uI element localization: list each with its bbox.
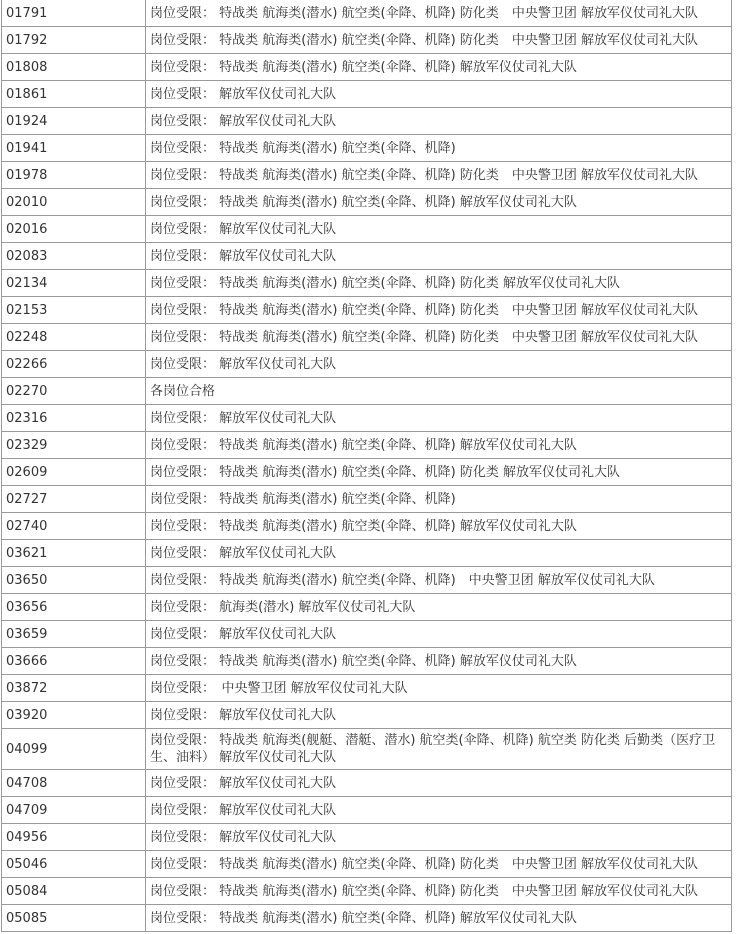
table-row [2, 459, 732, 486]
applicant-code-cell: 04956 [2, 824, 146, 851]
table-row [2, 189, 732, 216]
applicant-code-cell: 05085 [2, 905, 146, 932]
restriction-cell: 岗位受限： 解放军仪仗司礼大队 [146, 351, 732, 378]
restriction-cell: 岗位受限： 特战类 航海类(潜水) 航空类(伞降、机降) 解放军仪仗司礼大队 [146, 648, 732, 675]
restriction-cell: 岗位受限： 特战类 航海类(潜水) 航空类(伞降、机降) 防化类 中央警卫团 解放军仪仗司礼大队 [146, 0, 732, 27]
applicant-code-cell: 01861 [2, 81, 146, 108]
applicant-code-cell: 02270 [2, 378, 146, 405]
table-row [2, 702, 732, 729]
table-row [2, 405, 732, 432]
table-row [2, 108, 732, 135]
restriction-cell: 岗位受限： 特战类 航海类(潜水) 航空类(伞降、机降) [146, 486, 732, 513]
applicant-code-cell: 02010 [2, 189, 146, 216]
table-row [2, 0, 732, 27]
applicant-code-cell: 01808 [2, 54, 146, 81]
restriction-cell: 岗位受限： 特战类 航海类(潜水) 航空类(伞降、机降) 防化类 中央警卫团 解放军仪仗司礼大队 [146, 878, 732, 905]
restriction-cell: 岗位受限： 解放军仪仗司礼大队 [146, 108, 732, 135]
restriction-cell: 岗位受限： 特战类 航海类(潜水) 航空类(伞降、机降) 解放军仪仗司礼大队 [146, 905, 732, 932]
restriction-cell: 岗位受限： 解放军仪仗司礼大队 [146, 824, 732, 851]
applicant-code-cell: 01792 [2, 27, 146, 54]
restriction-cell: 岗位受限： 解放军仪仗司礼大队 [146, 405, 732, 432]
applicant-code-cell: 04099 [2, 729, 146, 770]
restriction-cell: 岗位受限： 特战类 航海类(潜水) 航空类(伞降、机降) 防化类 中央警卫团 解放军仪仗司礼大队 [146, 324, 732, 351]
table-row [2, 243, 732, 270]
table-row [2, 351, 732, 378]
applicant-code-cell: 02740 [2, 513, 146, 540]
table-row [2, 905, 732, 932]
table-row [2, 540, 732, 567]
restriction-cell: 岗位受限： 航海类(潜水) 解放军仪仗司礼大队 [146, 594, 732, 621]
restriction-cell: 岗位受限： 解放军仪仗司礼大队 [146, 81, 732, 108]
table-row [2, 797, 732, 824]
applicant-code-cell: 03656 [2, 594, 146, 621]
restrictions-table-body [2, 0, 732, 932]
applicant-code-cell: 02248 [2, 324, 146, 351]
table-row [2, 851, 732, 878]
applicant-code-cell: 04708 [2, 770, 146, 797]
restriction-cell: 岗位受限： 特战类 航海类(潜水) 航空类(伞降、机降) 防化类 中央警卫团 解放军仪仗司礼大队 [146, 297, 732, 324]
restriction-cell: 岗位受限： 特战类 航海类(潜水) 航空类(伞降、机降) 中央警卫团 解放军仪仗司礼大队 [146, 567, 732, 594]
applicant-code-cell: 03666 [2, 648, 146, 675]
restriction-cell: 岗位受限： 特战类 航海类(潜水) 航空类(伞降、机降) 解放军仪仗司礼大队 [146, 189, 732, 216]
applicant-code-cell: 02316 [2, 405, 146, 432]
table-row [2, 432, 732, 459]
table-row [2, 648, 732, 675]
restriction-cell: 岗位受限： 特战类 航海类(潜水) 航空类(伞降、机降) 防化类 中央警卫团 解放军仪仗司礼大队 [146, 851, 732, 878]
applicant-code-cell: 02134 [2, 270, 146, 297]
table-row [2, 81, 732, 108]
table-row [2, 675, 732, 702]
restriction-cell: 各岗位合格 [146, 378, 732, 405]
table-row [2, 54, 732, 81]
applicant-code-cell: 02016 [2, 216, 146, 243]
table-row [2, 135, 732, 162]
applicant-code-cell: 02329 [2, 432, 146, 459]
restriction-cell: 岗位受限： 解放军仪仗司礼大队 [146, 621, 732, 648]
restriction-cell: 岗位受限： 解放军仪仗司礼大队 [146, 540, 732, 567]
restrictions-table [1, 0, 732, 932]
restriction-cell: 岗位受限： 解放军仪仗司礼大队 [146, 243, 732, 270]
table-row [2, 216, 732, 243]
table-row [2, 162, 732, 189]
applicant-code-cell: 01978 [2, 162, 146, 189]
applicant-code-cell: 02266 [2, 351, 146, 378]
restriction-cell: 岗位受限： 特战类 航海类(潜水) 航空类(伞降、机降) 解放军仪仗司礼大队 [146, 54, 732, 81]
table-row [2, 729, 732, 770]
restriction-cell: 岗位受限： 中央警卫团 解放军仪仗司礼大队 [146, 675, 732, 702]
table-row [2, 27, 732, 54]
table-row [2, 324, 732, 351]
table-row [2, 378, 732, 405]
table-row [2, 486, 732, 513]
table-row [2, 621, 732, 648]
applicant-code-cell: 02727 [2, 486, 146, 513]
restriction-cell: 岗位受限： 解放军仪仗司礼大队 [146, 770, 732, 797]
applicant-code-cell: 04709 [2, 797, 146, 824]
restriction-cell: 岗位受限： 特战类 航海类(潜水) 航空类(伞降、机降) 解放军仪仗司礼大队 [146, 432, 732, 459]
restriction-cell: 岗位受限： 解放军仪仗司礼大队 [146, 702, 732, 729]
applicant-code-cell: 05046 [2, 851, 146, 878]
applicant-code-cell: 02083 [2, 243, 146, 270]
restriction-cell: 岗位受限： 特战类 航海类(潜水) 航空类(伞降、机降) [146, 135, 732, 162]
applicant-code-cell: 05084 [2, 878, 146, 905]
applicant-code-cell: 03659 [2, 621, 146, 648]
applicant-code-cell: 03650 [2, 567, 146, 594]
restriction-cell: 岗位受限： 特战类 航海类(潜水) 航空类(伞降、机降) 防化类 解放军仪仗司礼大队 [146, 270, 732, 297]
restriction-cell: 岗位受限： 特战类 航海类(潜水) 航空类(伞降、机降) 防化类 中央警卫团 解放军仪仗司礼大队 [146, 162, 732, 189]
table-row [2, 824, 732, 851]
table-row [2, 770, 732, 797]
applicant-code-cell: 02609 [2, 459, 146, 486]
applicant-code-cell: 01791 [2, 0, 146, 27]
applicant-code-cell: 01924 [2, 108, 146, 135]
applicant-code-cell: 03872 [2, 675, 146, 702]
table-row [2, 567, 732, 594]
restriction-cell: 岗位受限： 解放军仪仗司礼大队 [146, 216, 732, 243]
restriction-cell: 岗位受限： 特战类 航海类(潜水) 航空类(伞降、机降) 防化类 中央警卫团 解放军仪仗司礼大队 [146, 27, 732, 54]
restriction-cell: 岗位受限： 特战类 航海类(潜水) 航空类(伞降、机降) 防化类 解放军仪仗司礼大队 [146, 459, 732, 486]
table-row [2, 878, 732, 905]
table-row [2, 513, 732, 540]
applicant-code-cell: 03920 [2, 702, 146, 729]
restriction-cell: 岗位受限： 解放军仪仗司礼大队 [146, 797, 732, 824]
applicant-code-cell: 03621 [2, 540, 146, 567]
table-row [2, 297, 732, 324]
applicant-code-cell: 01941 [2, 135, 146, 162]
applicant-code-cell: 02153 [2, 297, 146, 324]
table-row [2, 270, 732, 297]
table-row [2, 594, 732, 621]
restriction-cell: 岗位受限： 特战类 航海类(潜水) 航空类(伞降、机降) 解放军仪仗司礼大队 [146, 513, 732, 540]
restriction-cell: 岗位受限： 特战类 航海类(舰艇、潜艇、潜水) 航空类(伞降、机降) 航空类 防化类 后勤类（医疗卫生、油料） 解放军仪仗司礼大队 [146, 729, 732, 770]
